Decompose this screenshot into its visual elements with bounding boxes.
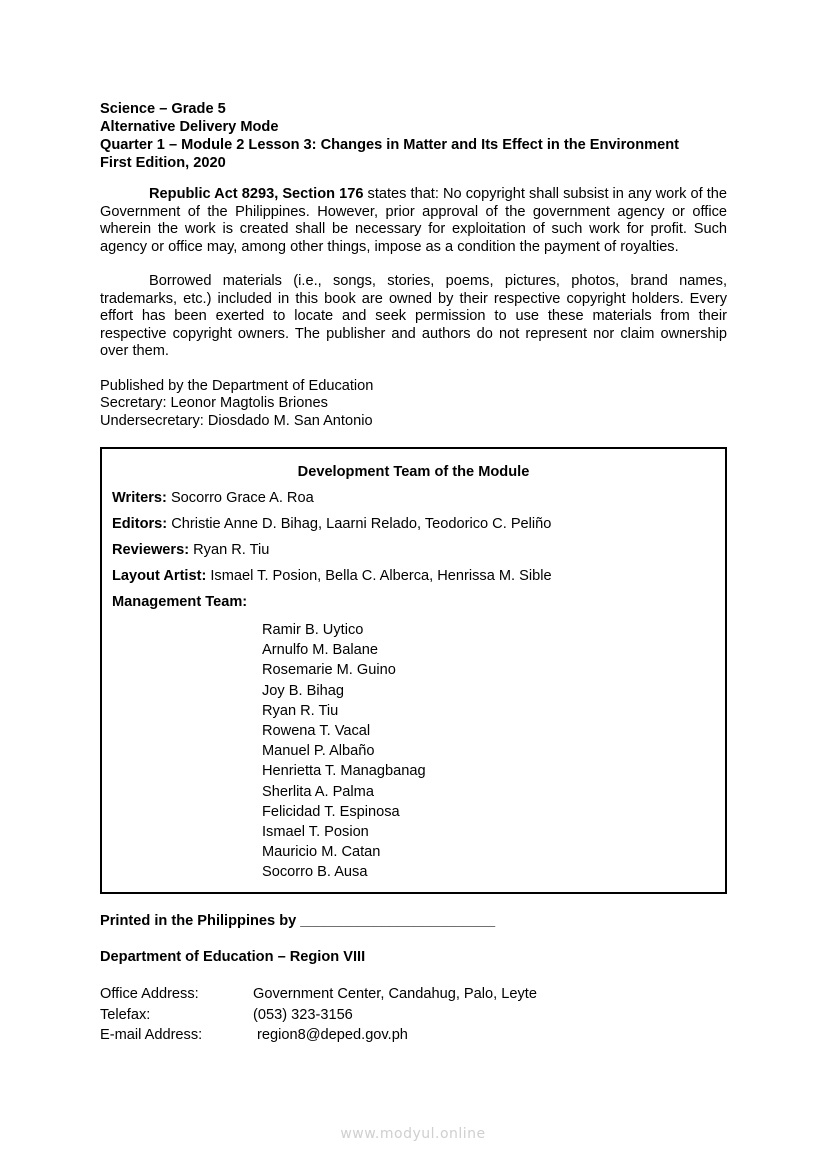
delivery-mode: Alternative Delivery Mode	[100, 119, 279, 135]
borrowed-materials-notice: Borrowed materials (i.e., songs, stories, poems, pictures, photos, brand names, trademarks, etc.) included in this book are owned by their respective copyright holders. Every effort has been exerted to locate and seek permission to use these materials from their respective copyright owners. The publisher and authors do not represent nor claim ownership over them.	[100, 273, 727, 359]
layout-artist-row	[112, 568, 725, 585]
reviewers-label: Reviewers:	[112, 542, 190, 558]
office-address-value: Government Center, Candahug, Palo, Leyte	[253, 986, 537, 1002]
management-member: Sherlita A. Palma	[262, 783, 374, 800]
secretary: Secretary: Leonor Magtolis Briones	[100, 395, 328, 411]
office-address-label: Office Address:	[100, 986, 199, 1002]
watermark: www.modyul.online	[340, 1126, 486, 1142]
printed-by: Printed in the Philippines by ________________________	[100, 913, 496, 929]
email-value: region8@deped.gov.ph	[253, 1027, 408, 1043]
undersecretary: Undersecretary: Diosdado M. San Antonio	[100, 412, 373, 429]
management-member: Joy B. Bihag	[262, 682, 344, 699]
management-member: Henrietta T. Managbanag	[262, 763, 426, 780]
email-row	[100, 1025, 537, 1046]
management-member: Ismael T. Posion	[262, 824, 369, 841]
management-member: Manuel P. Albaño	[262, 743, 375, 760]
management-team-label: Management Team:	[112, 594, 248, 610]
management-member: Arnulfo M. Balane	[262, 642, 379, 659]
writers-value: Socorro Grace A. Roa	[166, 490, 314, 506]
telefax-row	[100, 1005, 537, 1026]
editors-row	[112, 516, 725, 533]
copyright-law: Republic Act 8293, Section 176	[149, 186, 364, 202]
copyright-page	[100, 100, 727, 430]
published-by: Published by the Department of Education	[100, 377, 374, 394]
team-title: Development Team of the Module	[297, 464, 530, 480]
office-address-row	[100, 984, 537, 1005]
subject-grade: Science – Grade 5	[100, 101, 226, 117]
region-heading: Department of Education – Region VIII	[100, 949, 366, 965]
module-title: Quarter 1 – Module 2 Lesson 3: Changes in Matter and Its Effect in the Environment	[100, 137, 679, 153]
management-member: Ramir B. Uytico	[262, 622, 364, 638]
copyright-text: states that: No copyright shall subsist in any work of the Government of the Philippines. However, prior approval of the government agency or office wherein the work is created shall be necessary for exploitation of such work for profit. Such agency or office may, among other things, impose as a condition the payment of royalties.	[100, 186, 727, 255]
editors-label: Editors:	[112, 516, 168, 532]
email-label: E-mail Address:	[100, 1027, 203, 1043]
reviewers-row	[112, 542, 725, 559]
publisher-info	[100, 378, 727, 431]
management-member: Rowena T. Vacal	[262, 723, 371, 740]
writers-label: Writers:	[112, 490, 167, 506]
layout-artist-label: Layout Artist:	[112, 568, 207, 584]
management-team-row	[112, 594, 725, 611]
contact-info	[100, 984, 537, 1046]
layout-artist-value: Ismael T. Posion, Bella C. Alberca, Henrissa M. Sible	[206, 568, 552, 584]
management-member: Mauricio M. Catan	[262, 844, 381, 861]
title-block	[100, 100, 727, 172]
writers-row	[112, 490, 725, 507]
edition: First Edition, 2020	[100, 155, 226, 171]
management-team-list	[262, 620, 725, 883]
management-member: Rosemarie M. Guino	[262, 662, 396, 679]
reviewers-value: Ryan R. Tiu	[189, 542, 270, 558]
copyright-notice	[100, 186, 727, 256]
development-team-box	[100, 447, 727, 894]
management-member: Felicidad T. Espinosa	[262, 803, 400, 820]
telefax-label: Telefax:	[100, 1006, 151, 1023]
management-member: Ryan R. Tiu	[262, 702, 339, 719]
editors-value: Christie Anne D. Bihag, Laarni Relado, Teodorico C. Peliño	[167, 516, 552, 532]
management-member: Socorro B. Ausa	[262, 864, 368, 881]
telefax-value: (053) 323-3156	[253, 1006, 353, 1023]
